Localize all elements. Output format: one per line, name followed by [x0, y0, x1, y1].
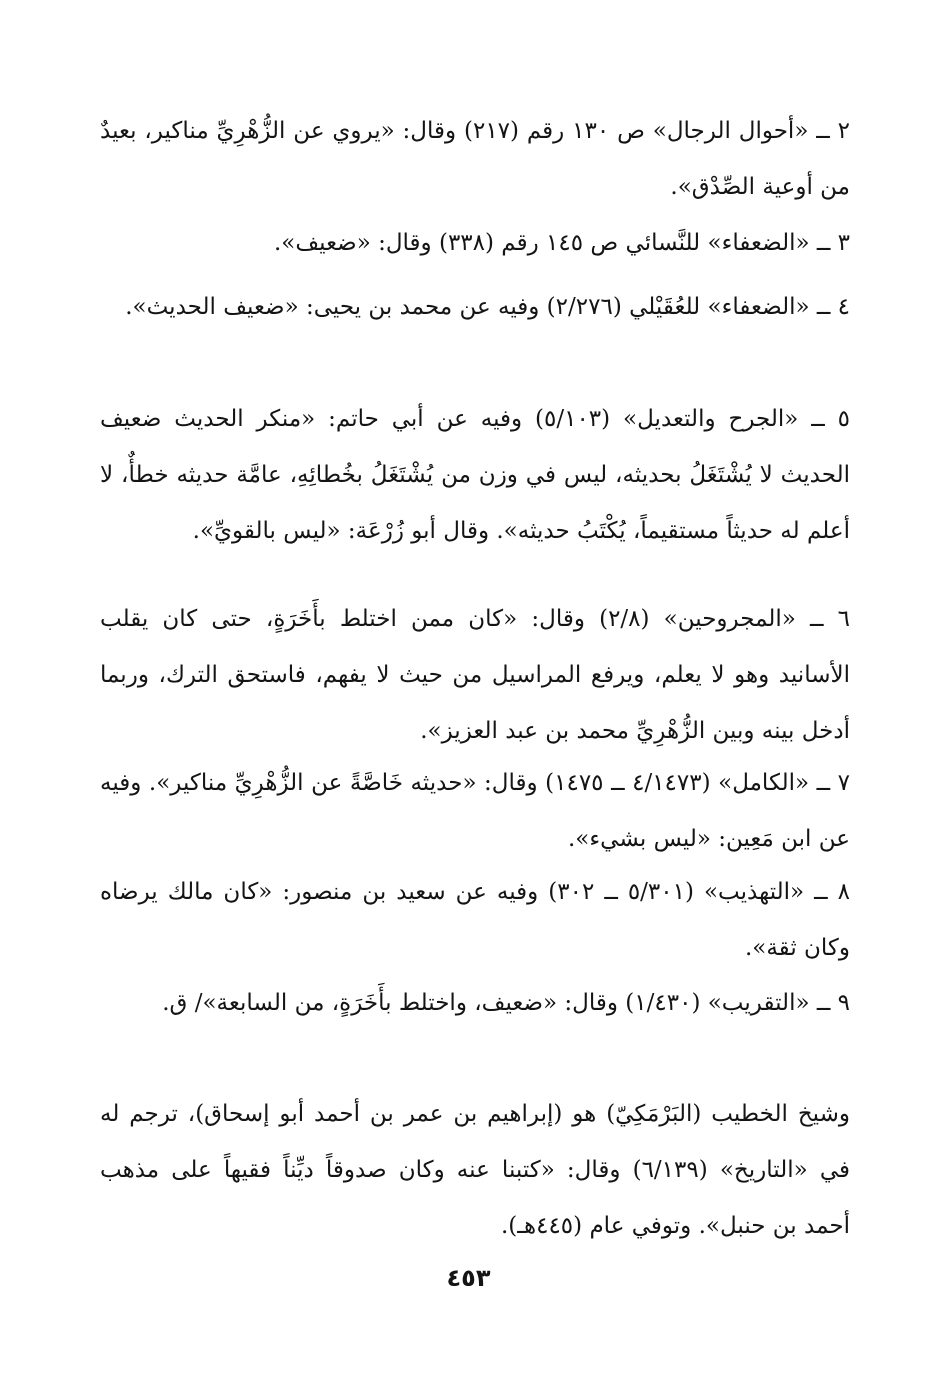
- entry-3-block: [100, 215, 850, 271]
- page-number: ٤٥٣: [446, 1264, 491, 1292]
- entry-3: ٣ ــ «الضعفاء» للنَّسائي ص ١٤٥ رقم (٣٣٨) وقال: «ضعيف».: [273, 230, 850, 256]
- entry-9-block: [100, 975, 850, 1031]
- entry-8-block: [100, 864, 850, 976]
- closing-paragraph: وشيخ الخطيب (البَرْمَكِيّ) هو (إبراهيم بن عمر بن أحمد أبو إسحاق)، ترجم له في «التاريخ» (٦/١٣٩) وقال: «كتبنا عنه وكان صدوقاً ديِّناً فقيهاً على مذهب أحمد بن حنبل». وتوفي عام (٤٤٥هـ).: [100, 1101, 850, 1239]
- entry-4-block: [100, 279, 850, 335]
- entry-7-block: [100, 755, 850, 867]
- entry-4: ٤ ــ «الضعفاء» للعُقَيْلي (٢/٢٧٦) وفيه عن محمد بن يحيى: «ضعيف الحديث».: [125, 294, 850, 320]
- closing-paragraph-block: [100, 1086, 850, 1254]
- entry-2-block: [100, 103, 850, 215]
- entry-5: ٥ ــ «الجرح والتعديل» (٥/١٠٣) وفيه عن أبي حاتم: «منكر الحديث ضعيف الحديث لا يُشْتَغَلُ بحديثه، ليس في وزن من يُشْتَغَلُ بخُطائِهِ، عامَّة حديثه خطأٌ، لا أعلم له حديثاً مستقيماً، يُكْتَبُ حديثه». وقال أبو زُرْعَة: «ليس بالقويِّ».: [100, 406, 850, 544]
- entry-8: ٨ ــ «التهذيب» (٥/٣٠١ ــ ٣٠٢) وفيه عن سعيد بن منصور: «كان مالك يرضاه وكان ثقة».: [100, 879, 850, 961]
- entry-6-block: [100, 591, 850, 759]
- entry-5-block: [100, 391, 850, 559]
- entry-7: ٧ ــ «الكامل» (٤/١٤٧٣ ــ ١٤٧٥) وقال: «حديثه خَاصَّةً عن الزُّهْرِيِّ مناكير». وفيه عن ابن مَعِين: «ليس بشيء».: [100, 770, 851, 852]
- entry-9: ٩ ــ «التقريب» (١/٤٣٠) وقال: «ضعيف، واختلط بأَخَرَةٍ، من السابعة»/ ق.: [162, 990, 850, 1016]
- entry-2: ٢ ــ «أحوال الرجال» ص ١٣٠ رقم (٢١٧) وقال: «يروي عن الزُّهْرِيِّ مناكير، بعيدٌ من أوعية الصِّدْق».: [100, 118, 850, 200]
- entry-6: ٦ ــ «المجروحين» (٢/٨) وقال: «كان ممن اختلط بأَخَرَةٍ، حتى كان يقلب الأسانيد وهو لا يعلم، ويرفع المراسيل من حيث لا يفهم، فاستحق الترك، وربما أدخل بينه وبين الزُّهْرِيِّ محمد بن عبد العزيز».: [100, 606, 850, 744]
